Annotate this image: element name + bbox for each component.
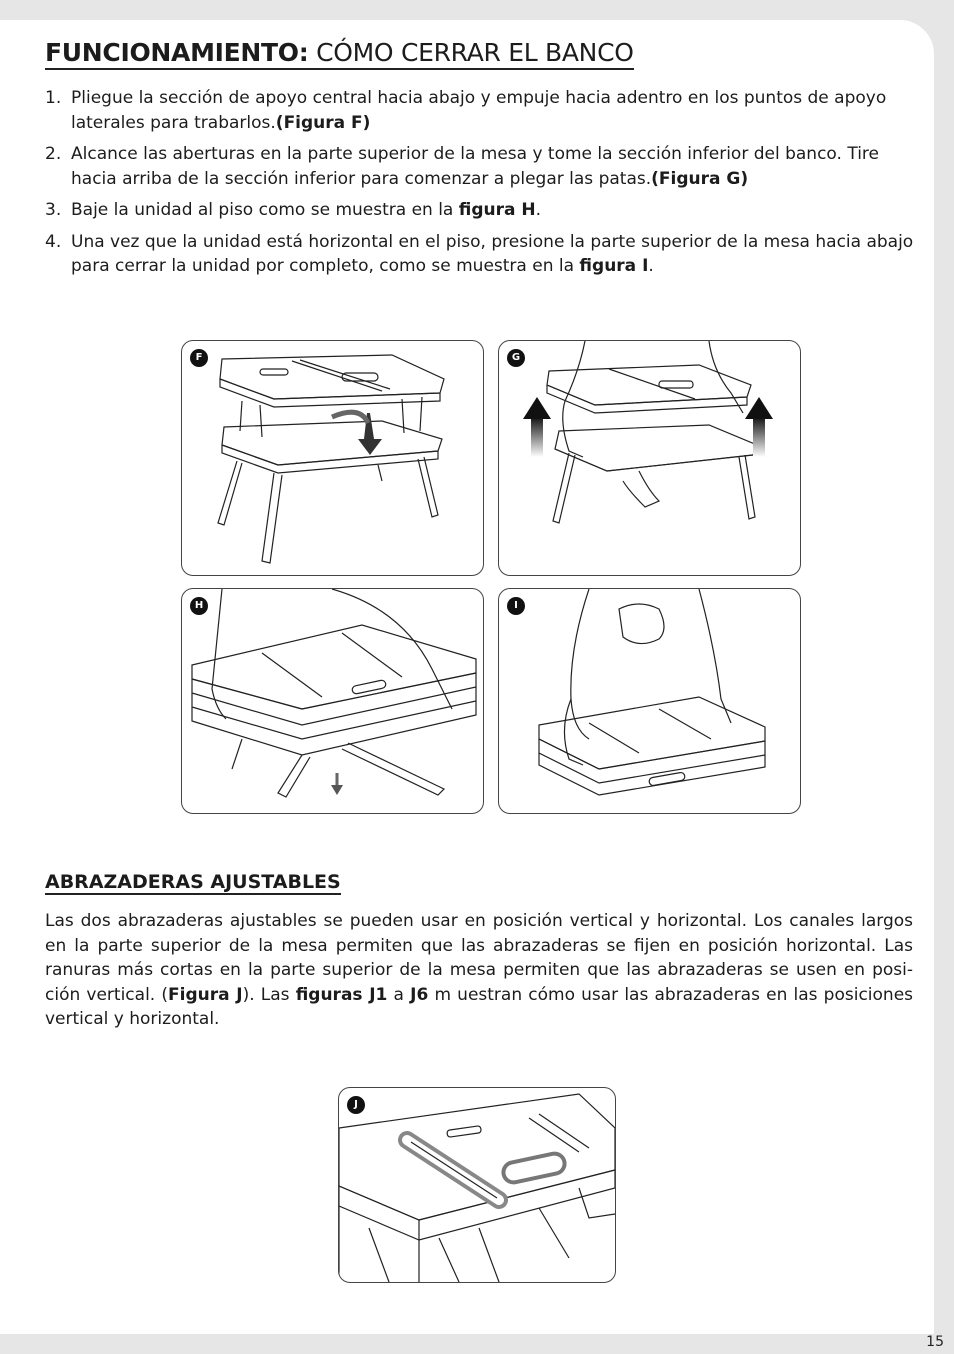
step-4 [45, 230, 915, 279]
figure-f [181, 340, 484, 576]
workbench-fold-illustration [182, 341, 483, 575]
workbench-lift-illustration [499, 341, 800, 575]
step-number: 4. [45, 231, 62, 252]
clamps-paragraph [45, 909, 913, 1032]
step-text: Pliegue la sección de apoyo central hacia abajo y empuje hacia adentro en los puntos de apoyo laterales para trabarlos. [71, 88, 887, 133]
clamps-text: ). Las [242, 984, 296, 1005]
step-number: 1. [45, 88, 62, 108]
clamps-title: ABRAZADERAS AJUSTABLES [45, 871, 341, 893]
figure-reference: (Figura G) [651, 168, 749, 189]
figure-h [181, 588, 484, 814]
figure-reference: figura I [579, 256, 649, 276]
clamps-text: a [387, 984, 411, 1005]
figure-reference: Figura J [168, 984, 243, 1005]
figure-badge-g: G [507, 349, 525, 367]
figure-i [498, 588, 801, 814]
figure-reference: (Figura F) [275, 112, 371, 133]
figure-j [338, 1087, 616, 1283]
step-number: 2. [45, 144, 62, 164]
figure-badge-j: J [347, 1096, 365, 1114]
figure-badge-f: F [190, 349, 208, 367]
section-title [45, 38, 634, 70]
clamps-text: Las dos abrazaderas ajustables se pueden usar en posición vertical y horizontal. Los canales largos en la parte superior de la mesa permiten que las abrazaderas se fijen en posición horizontal. Las ranuras más cortas en la parte superior de la mesa permiten que las abrazaderas se usen en posi-ción vertical. ( [45, 911, 913, 1005]
clamps-text: m uestran cómo usar las abrazaderas en las posiciones vertical y horizontal. [45, 984, 914, 1030]
workbench-top-channels-illustration [339, 1088, 615, 1282]
section-title-rest: CÓMO CERRAR EL BANCO [308, 38, 634, 67]
step-text: Una vez que la unidad está horizontal en el piso, presione la parte superior de la mesa hacia abajo para cerrar la unidad por completo, como se muestra en la [71, 231, 914, 276]
step-2 [45, 142, 915, 191]
figure-reference: figura H [458, 200, 536, 220]
step-3 [45, 198, 915, 223]
step-number: 3. [45, 200, 62, 220]
figure-reference: figuras J1 [295, 984, 388, 1005]
figure-badge-i: I [507, 597, 525, 615]
step-suffix: . [648, 256, 654, 276]
figure-badge-h: H [190, 597, 208, 615]
page-number: 15 [926, 1334, 944, 1350]
workbench-press-closed-illustration [499, 589, 800, 813]
workbench-lower-illustration [182, 589, 483, 813]
section-title-bold: FUNCIONAMIENTO: [45, 38, 309, 67]
step-text: Baje la unidad al piso como se muestra en la [71, 200, 459, 220]
step-suffix: . [535, 200, 542, 220]
step-1 [45, 86, 915, 135]
step-text: Alcance las aberturas en la parte superior de la mesa y tome la sección inferior del banco. Tire hacia arriba de la sección inferior para comenzar a plegar las patas. [71, 144, 879, 189]
closing-steps-list [45, 86, 915, 286]
figure-g [498, 340, 801, 576]
figure-reference: J6 [410, 984, 429, 1005]
